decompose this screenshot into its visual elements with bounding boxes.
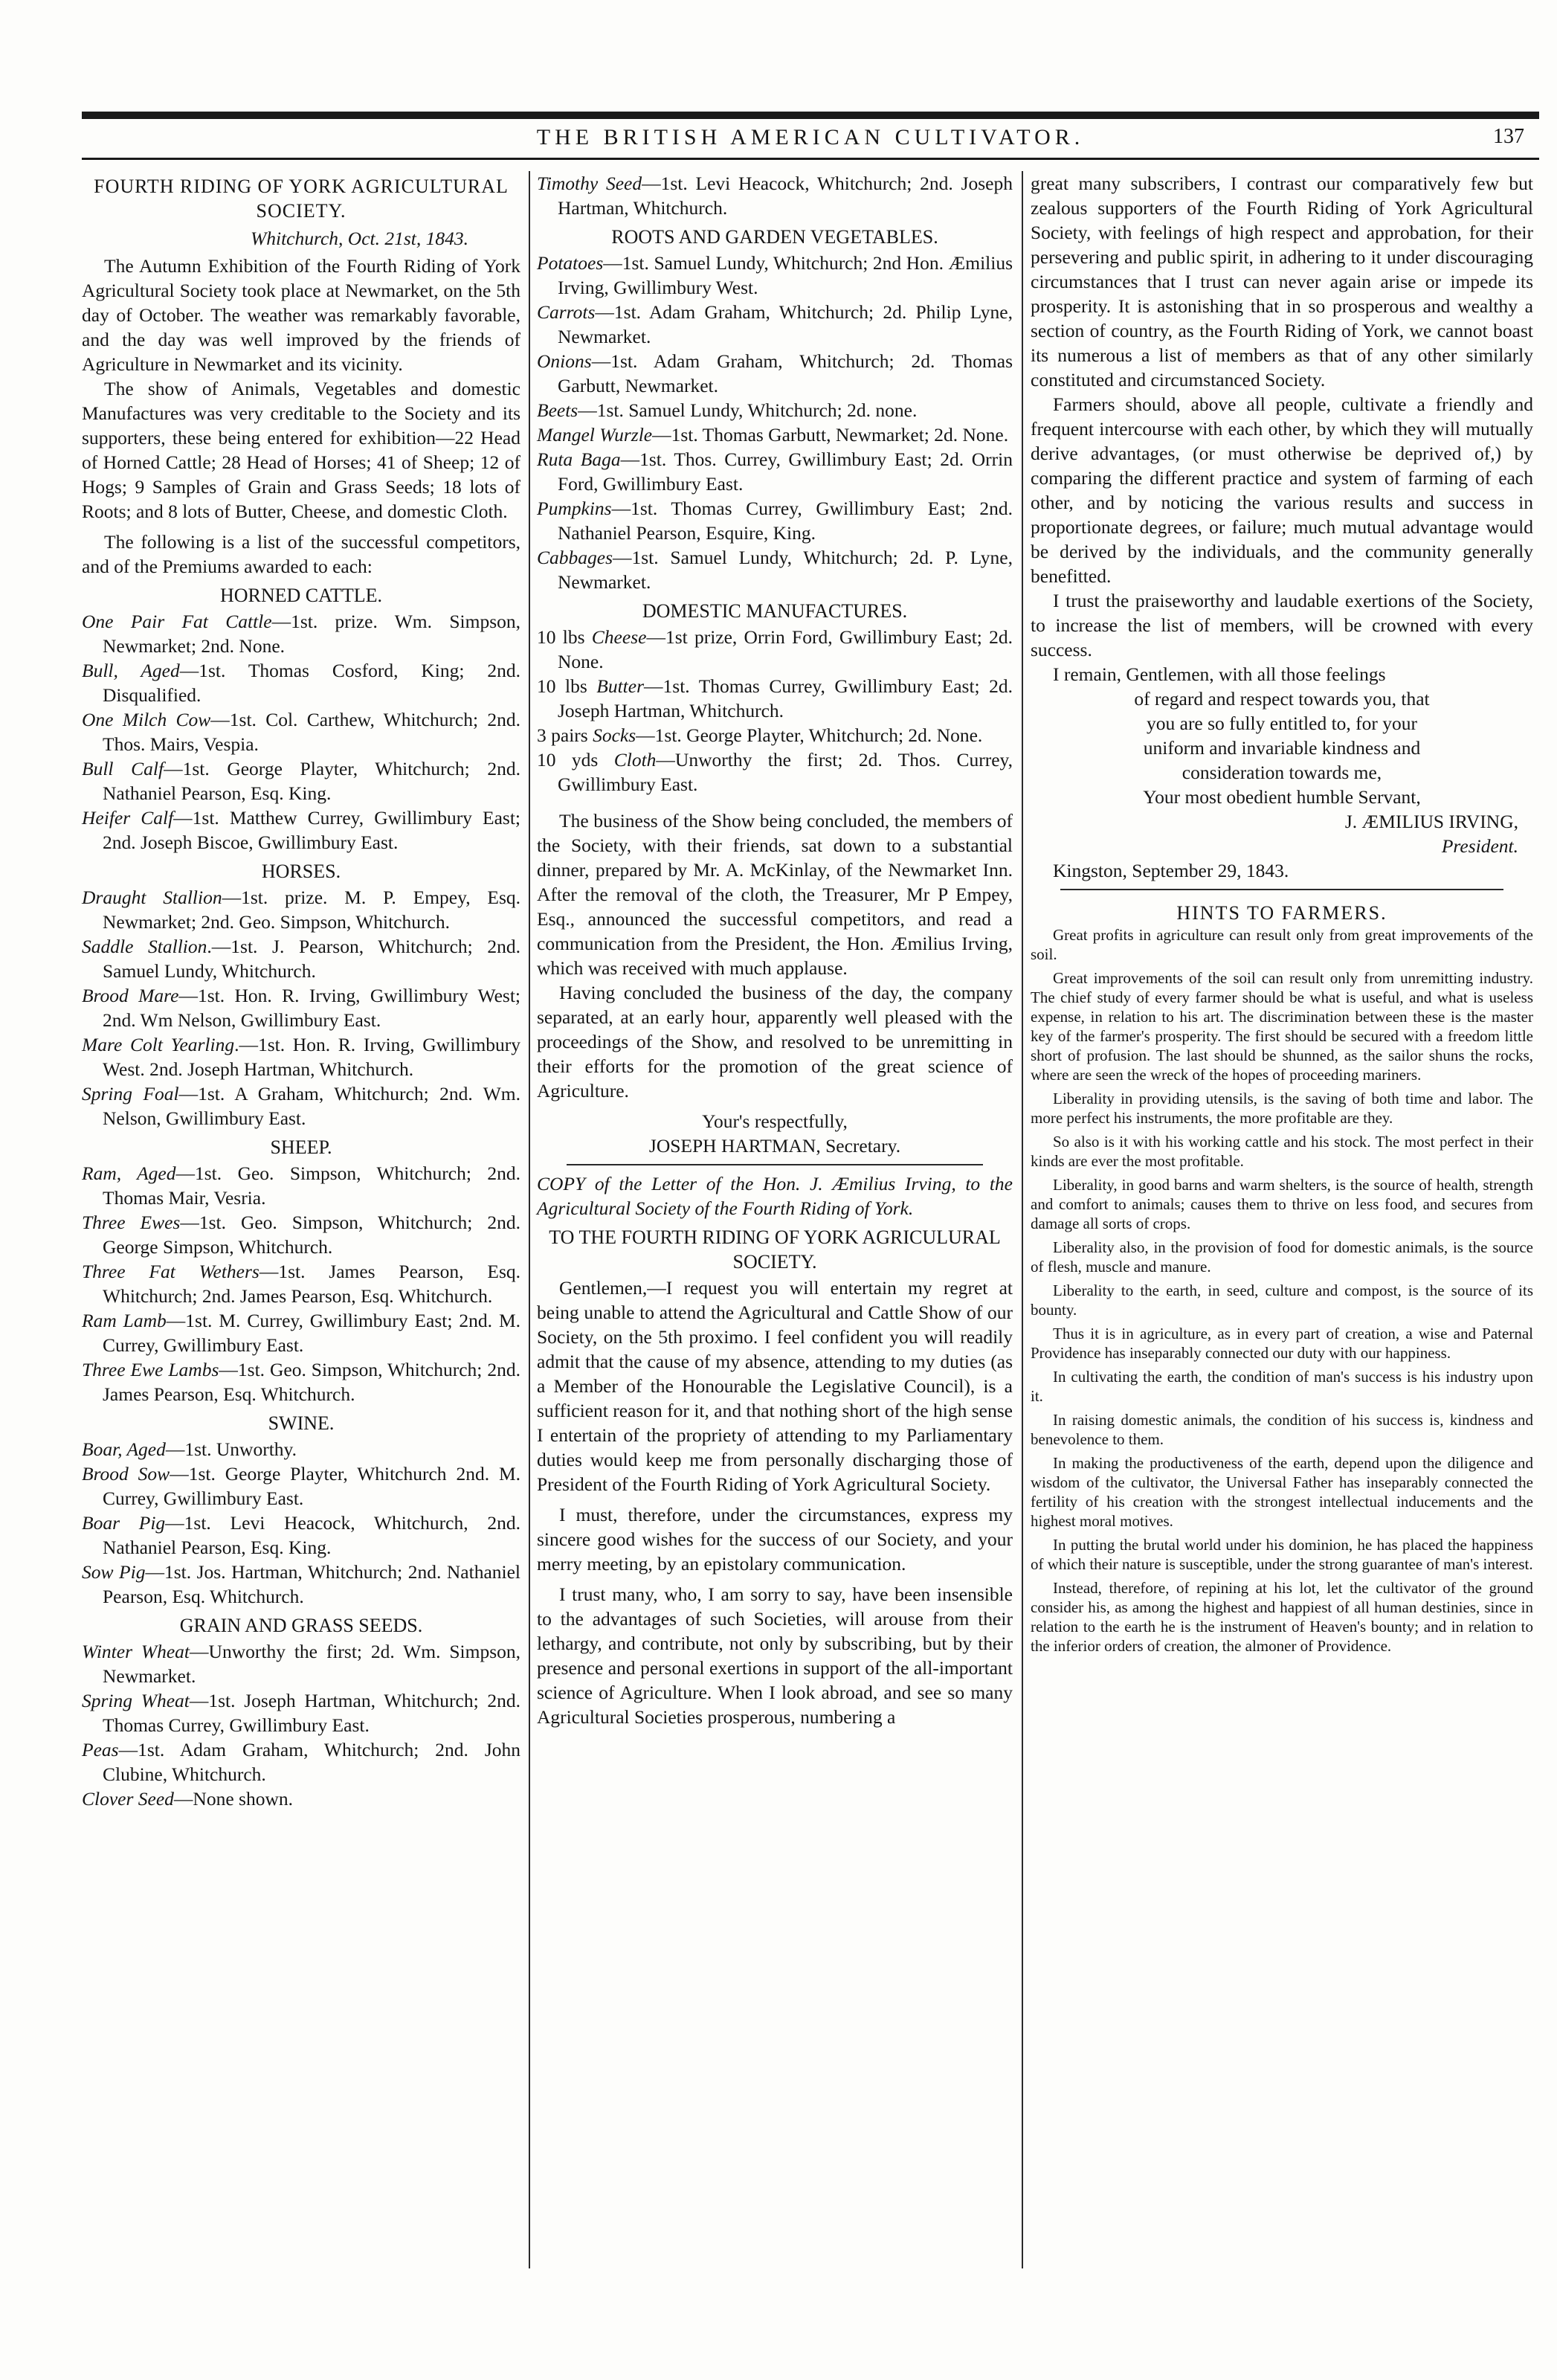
president-signature: J. ÆMILIUS IRVING, — [1344, 811, 1518, 832]
intro-paragraph-1: The Autumn Exhibition of the Fourth Riding of York Agricultural Society took place at Newmarket, on the 5th day of October. The weather was remarkably favorable, and the day was well improved by the friends of Agriculture in Newmarket and its vicinity. — [82, 255, 520, 375]
intro-paragraph-3: The following is a list of the successful competitors, and of the Premiums awarded to each: — [82, 531, 520, 577]
award-entry: Draught Stallion—1st. prize. M. P. Empey, Esq. Newmarket; 2nd. Geo. Simpson, Whitchurch. — [82, 887, 521, 933]
section-heading-domestic: DOMESTIC MANUFACTURES. — [642, 600, 908, 622]
hint-paragraph: Instead, therefore, of repining at his lot, let the cultivator of the ground consider his, as among the highest and happiest of all human destinies, since in relation to the earth he is the instrument of Heaven's bounty; and in relation to the inferior orders of creation, the almoner of Providence. — [1031, 1579, 1533, 1655]
award-entry: Mare Colt Yearling.—1st. Hon. R. Irving, Gwillimbury West. 2nd. Joseph Hartman, Whitchurch. — [82, 1034, 521, 1080]
closing-paragraph: Having concluded the business of the day, the company separated, at an early hour, apparently well pleased with the proceedings of the Show, and resolved to be unremitting in their efforts for the promotion of the great science of Agriculture. — [537, 982, 1013, 1101]
award-entry: Timothy Seed—1st. Levi Heacock, Whitchurch; 2nd. Joseph Hartman, Whitchurch. — [537, 173, 1013, 219]
hint-paragraph: In making the productiveness of the earth, depend upon the diligence and wisdom of the cultivator, the Universal Father has inseparably connected the fertility of his creation with the strongest intellectual inducements and the highest moral motives. — [1031, 1454, 1533, 1530]
letter-paragraph-2: I must, therefore, under the circumstances, express my sincere good wishes for the success of our Society, and your merry meeting, by an epistolary communication. — [537, 1504, 1013, 1575]
award-entry: 10 lbs Cheese—1st prize, Orrin Ford, Gwillimbury East; 2d. None. — [537, 626, 1013, 672]
award-entry: Brood Mare—1st. Hon. R. Irving, Gwillimbury West; 2nd. Wm Nelson, Gwillimbury East. — [82, 985, 520, 1031]
award-entry: One Pair Fat Cattle—1st. prize. Wm. Simpson, Newmarket; 2nd. None. — [82, 611, 520, 657]
letter-paragraph-1: Gentlemen,—I request you will entertain my regret at being unable to attend the Agricultural and Cattle Show of our Society, on the 5th proximo. I feel confident you will readily admit that the cause of my absence, attending to my duties (as a Member of the Honourable the Legislative Council), is a sufficient reason for it, and that nothing short of the high sense I entertain of the propriety of attending to my Parliamentary duties would keep me from personally discharging those of President of the Fourth Riding of York Agricultural Society. — [537, 1277, 1013, 1495]
award-entry: Winter Wheat—Unworthy the first; 2d. Wm. Simpson, Newmarket. — [82, 1641, 520, 1687]
hint-paragraph: Thus it is in agriculture, as in every part of creation, a wise and Paternal Providence has inseparably connected our duty with our happiness. — [1031, 1325, 1533, 1362]
hint-paragraph: Liberality also, in the provision of food for domestic animals, is the source of flesh, muscle and manure. — [1031, 1238, 1533, 1276]
award-entry: 10 yds Cloth—Unworthy the first; 2d. Thos. Currey, Gwillimbury East. — [537, 749, 1013, 795]
award-entry: Ram, Aged—1st. Geo. Simpson, Whitchurch; 2nd. Thomas Mair, Vesria. — [82, 1162, 520, 1209]
valediction: Your's respectfully, — [702, 1110, 848, 1132]
letter-continuation-1: great many subscribers, I contrast our comparatively few but zealous supporters of the Fourth Riding of York Agricultural Society, with feelings of high respect and approbation, for their persevering and public spirit, in adhering to it under discouraging circumstances that I trust can never again arise or impede its prosperity. It is astonishing that in so prosperous and wealthy a section of country, as the Fourth Riding of York, we cannot boast its numerous a list of members as that of any other similarly constituted and circumstanced Society. — [1031, 173, 1533, 390]
dateline: Whitchurch, Oct. 21st, 1843. — [251, 228, 468, 249]
hint-paragraph: Great profits in agriculture can result only from great improvements of the soil. — [1031, 926, 1533, 963]
hint-paragraph: Liberality in providing utensils, is the saving of both time and labor. The more perfect his instruments, the more profitable are they. — [1031, 1090, 1533, 1127]
award-entry: Bull, Aged—1st. Thomas Cosford, King; 2nd. Disqualified. — [82, 660, 520, 706]
column-divider-2 — [1022, 171, 1023, 2268]
page-header — [82, 125, 1539, 156]
award-entry: Carrots—1st. Adam Graham, Whitchurch; 2d. Philip Lyne, Newmarket. — [537, 301, 1013, 347]
section-heading-swine: SWINE. — [268, 1412, 335, 1434]
hints-heading: HINTS TO FARMERS. — [1176, 902, 1387, 924]
intro-paragraph-2: The show of Animals, Vegetables and domestic Manufactures was very creditable to the Society and its supporters, these being entered for exhibition—22 Head of Horned Cattle; 28 Head of Horses; 41 of Sheep; 12 of Hogs; 9 Samples of Grain and Grass Seeds; 18 lots of Roots; and 8 lots of Butter, Cheese, and domestic Cloth. — [82, 378, 520, 522]
award-entry: Bull Calf—1st. George Playter, Whitchurch; 2nd. Nathaniel Pearson, Esq. King. — [82, 758, 520, 804]
section-heading-roots: ROOTS AND GARDEN VEGETABLES. — [611, 226, 938, 248]
award-entry: 10 lbs Butter—1st. Thomas Currey, Gwillimbury East; 2d. Joseph Hartman, Whitchurch. — [537, 675, 1013, 721]
award-entry: Ruta Baga—1st. Thos. Currey, Gwillimbury East; 2d. Orrin Ford, Gwillimbury East. — [537, 448, 1013, 495]
hint-paragraph: Liberality, in good barns and warm shelters, is the source of health, strength and comfort to animals; causes them to thrive on less food, and secures from damage all sorts of crops. — [1031, 1176, 1533, 1232]
letter-closing-line: you are so fully entitled to, for your — [1147, 713, 1417, 734]
secretary-signature: JOSEPH HARTMAN, Secretary. — [648, 1135, 901, 1157]
hint-paragraph: So also is it with his working cattle and his stock. The most perfect in their kinds are ever the most profitable. — [1031, 1133, 1533, 1170]
award-entry: Spring Foal—1st. A Graham, Whitchurch; 2nd. Wm. Nelson, Gwillimbury East. — [82, 1083, 521, 1129]
president-title: President. — [1441, 835, 1518, 857]
award-entry: Clover Seed—None shown. — [82, 1788, 293, 1810]
award-entry: Spring Wheat—1st. Joseph Hartman, Whitchurch; 2nd. Thomas Currey, Gwillimbury East. — [82, 1690, 520, 1736]
hint-paragraph: In putting the brutal world under his dominion, he has placed the happiness of which their nature is susceptible, under the strong guarantee of man's interest. — [1031, 1536, 1533, 1573]
column-divider-1 — [529, 171, 530, 2268]
award-entry: Three Fat Wethers—1st. James Pearson, Esq. Whitchurch; 2nd. James Pearson, Esq. Whitchurch. — [82, 1261, 520, 1307]
award-entry: Ram Lamb—1st. M. Currey, Gwillimbury East; 2nd. M. Currey, Gwillimbury East. — [82, 1310, 520, 1356]
hint-paragraph: Liberality to the earth, in seed, culture and compost, is the source of its bounty. — [1031, 1281, 1533, 1319]
award-entry: Heifer Calf—1st. Matthew Currey, Gwillimbury East; 2nd. Joseph Biscoe, Gwillimbury East. — [82, 807, 520, 853]
section-heading-horses: HORSES. — [261, 861, 341, 882]
business-paragraph: The business of the Show being concluded, the members of the Society, with their friends, sat down to a substantial dinner, prepared by Mr. A. McKinlay, of the Newmarket Inn. After the removal of the cloth, the Treasurer, Mr P Empey, Esq., announced the successful competitors, and read a communication from the President, the Hon. Æmilius Irving, which was received with much applause. — [537, 810, 1013, 979]
hint-paragraph: In cultivating the earth, the condition of man's success is his industry upon it. — [1031, 1368, 1533, 1405]
running-title: THE BRITISH AMERICAN CULTIVATOR. — [536, 125, 1085, 149]
header-rule — [82, 158, 1539, 160]
hint-paragraph: In raising domestic animals, the condition of his success is, kindness and benevolence to them. — [1031, 1411, 1533, 1448]
hint-paragraph: Great improvements of the soil can result only from unremitting industry. The chief study of every farmer should be what is useful, and what is useless expense, in relation to his art. The discrimination between these is the master key of the farmer's prosperity. The first should be secured with a freedom little short of profusion. The last should be shunned, as the sailor shuns the rocks, where are seen the wreck of the hopes of proceeding mariners. — [1031, 969, 1533, 1084]
award-entry: Three Ewes—1st. Geo. Simpson, Whitchurch; 2nd. George Simpson, Whitchurch. — [82, 1212, 520, 1258]
section-heading-cattle: HORNED CATTLE. — [219, 585, 383, 606]
award-entry: Three Ewe Lambs—1st. Geo. Simpson, Whitchurch; 2nd. James Pearson, Esq. Whitchurch. — [82, 1359, 520, 1405]
award-entry: Onions—1st. Adam Graham, Whitchurch; 2d. Thomas Garbutt, Newmarket. — [537, 350, 1013, 396]
letter-paragraph-3: I trust many, who, I am sorry to say, have been insensible to the advantages of such Societies, will arouse from their lethargy, and contribute, not only by subscribing, but by their presence and personal exertions in support of the all-important science of Agriculture. When I look abroad, and see so many Agricultural Societies prosperous, numbering a — [537, 1583, 1013, 1728]
letter-address: TO THE FOURTH RIDING OF YORK AGRICULURAL SOCIETY. — [549, 1226, 1001, 1273]
award-entry: One Milch Cow—1st. Col. Carthew, Whitchurch; 2nd. Thos. Mairs, Vespia. — [82, 709, 520, 755]
column-3 — [1031, 171, 1533, 1660]
letter-closing-line: of regard and respect towards you, that — [1134, 688, 1430, 710]
column-1 — [82, 171, 520, 1811]
letter-closing-line: consideration towards me, — [1182, 762, 1382, 783]
letter-heading: COPY of the Letter of the Hon. J. Æmilius Irving, to the Agricultural Society of the Fourth Riding of York. — [537, 1173, 1013, 1219]
top-rule — [82, 112, 1539, 119]
letter-closing-line: I remain, Gentlemen, with all those feelings — [1053, 663, 1386, 685]
section-heading-sheep: SHEEP. — [270, 1136, 332, 1158]
award-entry: Mangel Wurzle—1st. Thomas Garbutt, Newmarket; 2d. None. — [537, 424, 1009, 446]
award-entry: Sow Pig—1st. Jos. Hartman, Whitchurch; 2nd. Nathaniel Pearson, Esq. Whitchurch. — [82, 1561, 521, 1607]
award-entry: Brood Sow—1st. George Playter, Whitchurch 2nd. M. Currey, Gwillimbury East. — [82, 1463, 520, 1509]
award-entry: 3 pairs Socks—1st. George Playter, Whitchurch; 2d. None. — [537, 724, 983, 746]
award-entry: Peas—1st. Adam Graham, Whitchurch; 2nd. John Clubine, Whitchurch. — [82, 1739, 520, 1785]
newspaper-page — [82, 112, 1557, 2343]
section-divider — [567, 1164, 983, 1165]
section-divider — [1060, 889, 1503, 890]
section-heading-grain: GRAIN AND GRASS SEEDS. — [179, 1615, 423, 1636]
award-entry: Saddle Stallion.—1st. J. Pearson, Whitchurch; 2nd. Samuel Lundy, Whitchurch. — [82, 936, 520, 982]
award-entry: Boar Pig—1st. Levi Heacock, Whitchurch, 2nd. Nathaniel Pearson, Esq. King. — [82, 1512, 520, 1558]
letter-closing-line: Your most obedient humble Servant, — [1143, 786, 1421, 808]
award-entry: Potatoes—1st. Samuel Lundy, Whitchurch; 2nd Hon. Æmilius Irving, Gwillimbury West. — [537, 252, 1013, 298]
award-entry: Boar, Aged—1st. Unworthy. — [82, 1438, 297, 1460]
article-heading: FOURTH RIDING OF YORK AGRICULTURAL SOCIETY. — [94, 176, 509, 222]
letter-continuation-3: I trust the praiseworthy and laudable exertions of the Society, to increase the list of members, will be crowned with every success. — [1031, 590, 1533, 660]
letter-date: Kingston, September 29, 1843. — [1053, 860, 1289, 881]
page-number: 137 — [1493, 125, 1524, 148]
award-entry: Cabbages—1st. Samuel Lundy, Whitchurch; 2d. P. Lyne, Newmarket. — [537, 547, 1013, 593]
letter-closing-line: uniform and invariable kindness and — [1143, 737, 1421, 759]
award-entry: Beets—1st. Samuel Lundy, Whitchurch; 2d. none. — [537, 399, 918, 421]
column-2 — [537, 171, 1013, 1729]
hints-body — [1031, 925, 1533, 1656]
letter-continuation-2: Farmers should, above all people, cultivate a friendly and frequent intercourse with each other, by which they will mutually derive advantages, (or must otherwise be deprived of,) by comparing the different practice and system of farming of each other, and by noticing the various results and success in proportionate degrees, or failure; much mutual advantage would be derived by the individuals, and the community generally benefitted. — [1031, 393, 1533, 587]
award-entry: Pumpkins—1st. Thomas Currey, Gwillimbury East; 2nd. Nathaniel Pearson, Esquire, King. — [537, 498, 1013, 544]
